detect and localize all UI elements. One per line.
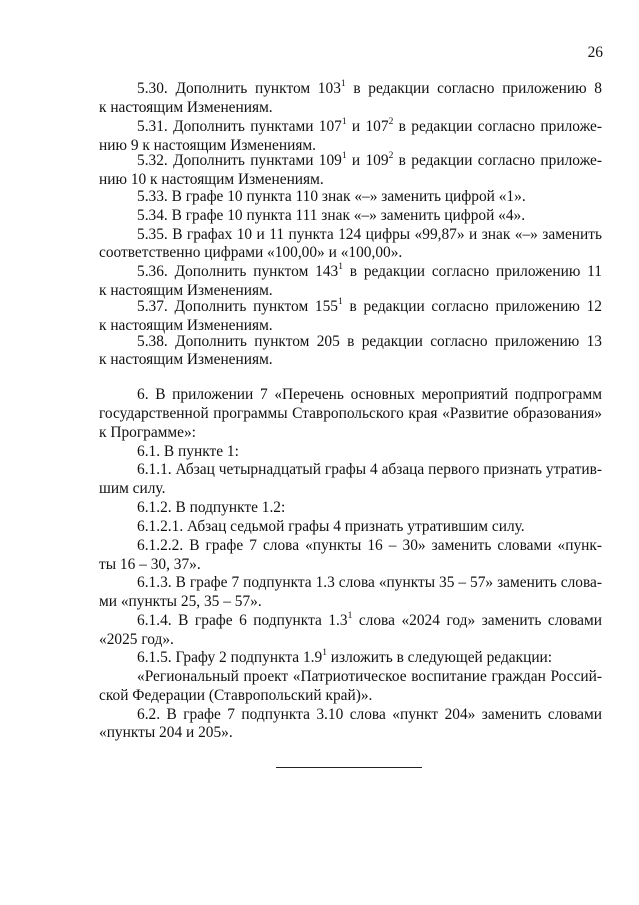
paragraph-line: 5.36. Дополнить пунктом $143^1$ в редакции согласно приложению 11	[137, 261, 602, 280]
paragraph-line: шим силу.	[99, 480, 166, 497]
paragraph-line: 6.1.4. В графе 6 подпункта $1.3^1$ слова «2024 год» заменить словами	[137, 610, 602, 629]
paragraph-line: к Программе»:	[99, 424, 196, 441]
page-number: 26	[587, 44, 603, 61]
paragraph-line: 6.1.5. Графу 2 подпункта $1.9^1$ изложить в следующей редакции:	[137, 647, 553, 666]
paragraph-line: нию 9 к настоящим Изменениям.	[99, 137, 317, 154]
paragraph-line: 5.38. Дополнить пунктом 205 в редакции согласно приложению 13	[137, 333, 602, 350]
paragraph-line: 5.32. Дополнить пунктами $109^1$ и $109^2$ в редакции согласно приложе-	[137, 150, 602, 169]
paragraph-line: 6.1.3. В графе 7 подпункта 1.3 слова «пункты 35 – 57» заменить слова-	[137, 574, 602, 591]
paragraph-line: ми «пункты 25, 35 – 57».	[99, 593, 262, 610]
paragraph-line: 6.1. В пункте 1:	[137, 443, 239, 460]
paragraph-line: «пункты 204 и 205».	[99, 724, 233, 741]
end-divider-line	[276, 767, 422, 768]
paragraph-line: 5.30. Дополнить пунктом $103^1$ в редакции согласно приложению 8	[137, 78, 602, 97]
paragraph-line: 5.35. В графах 10 и 11 пункта 124 цифры «99,87» и знак «–» заменить	[137, 226, 602, 243]
paragraph-line: государственной программы Ставропольского края «Развитие образования»	[99, 405, 602, 422]
paragraph-line: 6.1.2. В подпункте 1.2:	[137, 499, 286, 516]
paragraph-line: ской Федерации (Ставропольский край)».	[99, 687, 373, 704]
paragraph-line: 6.1.2.1. Абзац седьмой графы 4 признать утратившим силу.	[137, 518, 525, 535]
paragraph-line: «Региональный проект «Патриотическое воспитание граждан Россий-	[137, 668, 602, 685]
paragraph-line: нию 10 к настоящим Изменениям.	[99, 171, 324, 188]
paragraph-line: ты 16 – 30, 37».	[99, 556, 201, 573]
paragraph-line: к настоящим Изменениям.	[99, 317, 273, 334]
paragraph-line: 5.34. В графе 10 пункта 111 знак «–» заменить цифрой «4».	[137, 207, 526, 224]
paragraph-line: 5.37. Дополнить пунктом $155^1$ в редакции согласно приложению 12	[137, 296, 603, 315]
paragraph-line: 6.2. В графе 7 подпункта 3.10 слова «пункт 204» заменить словами	[137, 706, 602, 723]
paragraph-line: к настоящим Изменениям.	[99, 282, 273, 299]
paragraph-line: 6.1.1. Абзац четырнадцатый графы 4 абзаца первого признать утратив-	[137, 461, 602, 478]
paragraph-line: 6. В приложении 7 «Перечень основных мероприятий подпрограмм	[137, 386, 602, 403]
paragraph-line: к настоящим Изменениям.	[99, 99, 273, 116]
paragraph-line: соответственно цифрами «100,00» и «100,00».	[99, 244, 403, 261]
paragraph-line: «2025 год».	[99, 631, 174, 648]
paragraph-line: 5.33. В графе 10 пункта 110 знак «–» заменить цифрой «1».	[137, 188, 526, 205]
paragraph-line: 5.31. Дополнить пунктами $107^1$ и $107^2$ в редакции согласно приложе-	[137, 116, 602, 135]
paragraph-line: 6.1.2.2. В графе 7 слова «пункты 16 – 30» заменить словами «пунк-	[137, 537, 602, 554]
paragraph-line: к настоящим Изменениям.	[99, 351, 273, 368]
